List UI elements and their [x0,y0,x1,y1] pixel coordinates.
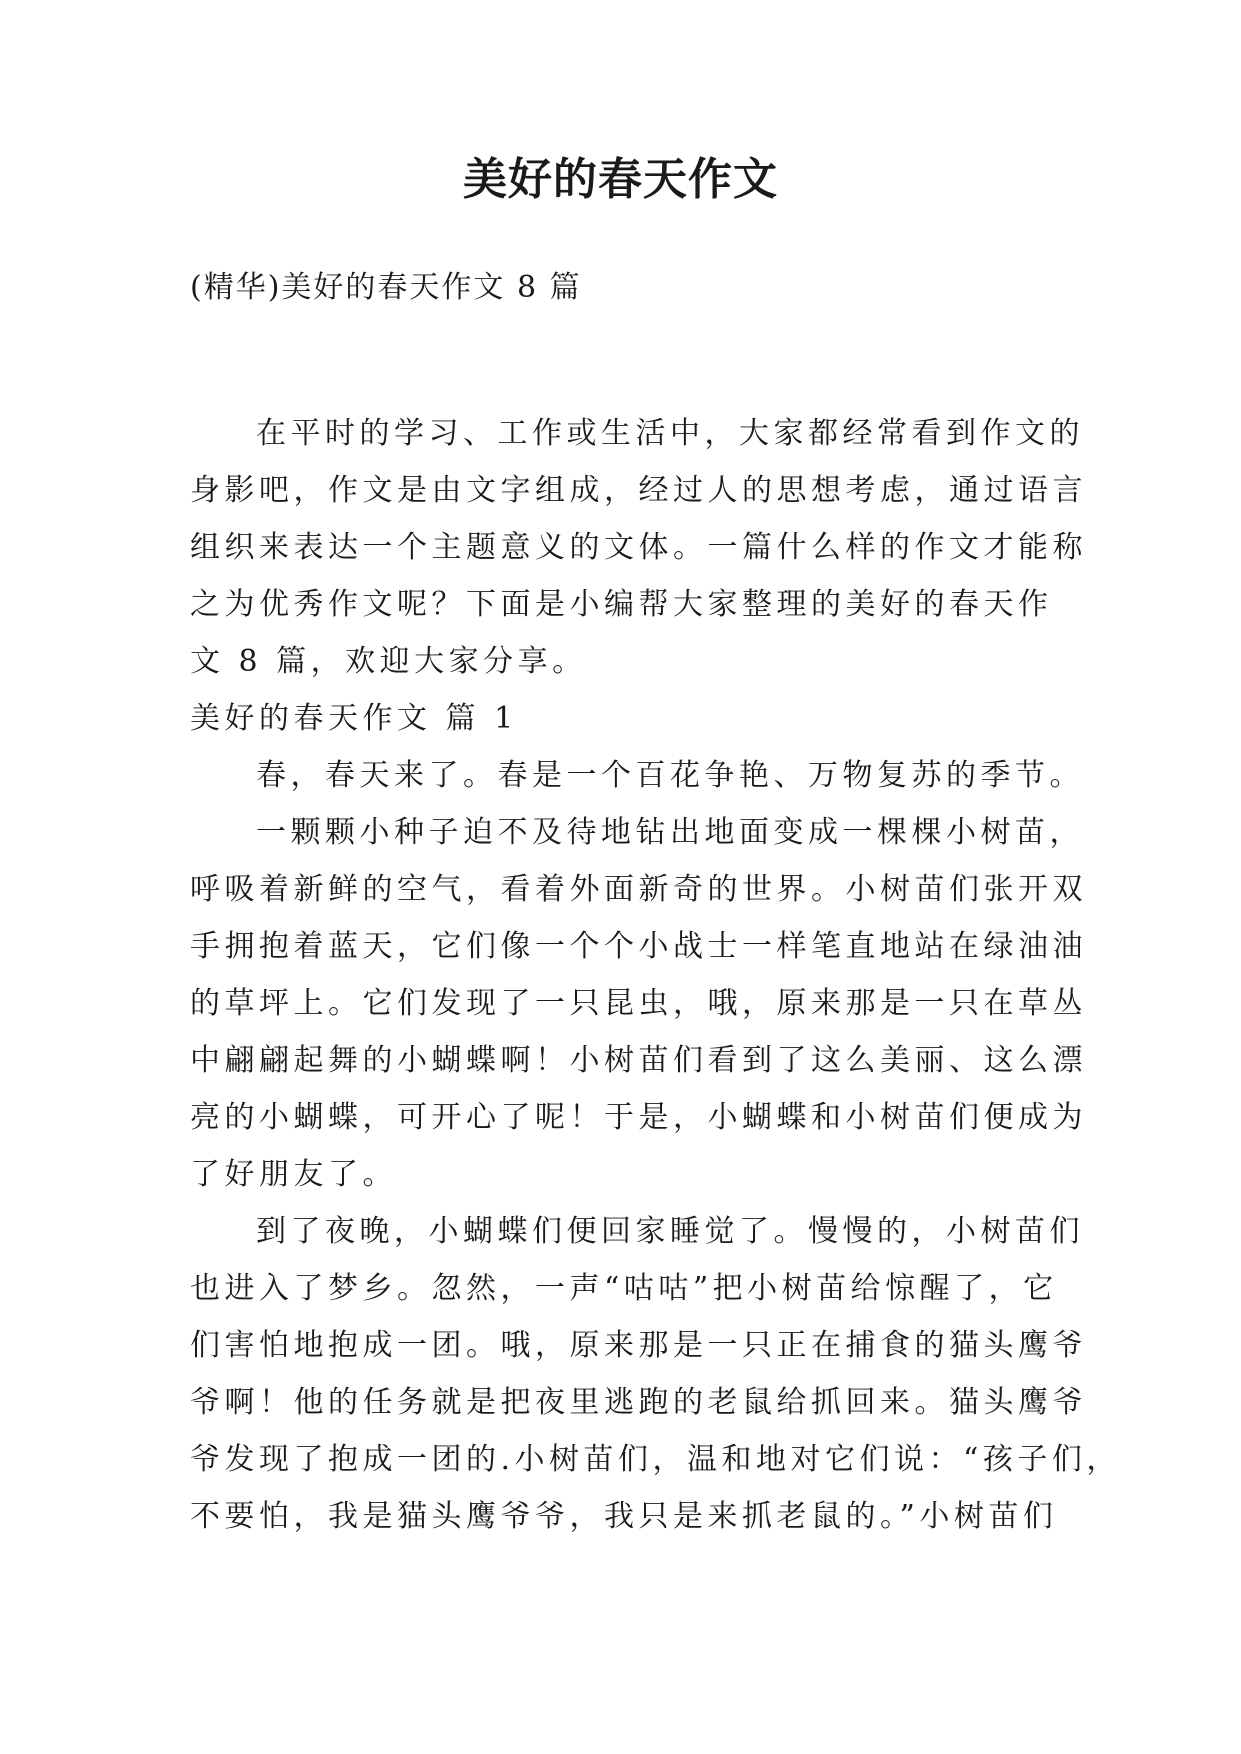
paragraph-line: 春，春天来了。春是一个百花争艳、万物复苏的季节。 [256,758,1084,793]
paragraph-line: 们害怕地抱成一团。哦，原来那是一只正在捕食的猫头鹰爷 [190,1328,1087,1363]
paragraph-line: 不要怕，我是猫头鹰爷爷，我只是来抓老鼠的。”小树苗们 [190,1499,1058,1534]
paragraph-line: 爷啊！他的任务就是把夜里逃跑的老鼠给抓回来。猫头鹰爷 [190,1385,1087,1420]
paragraph-line: 在平时的学习、工作或生活中，大家都经常看到作文的 [256,416,1084,451]
paragraph-line: 爷发现了抱成一团的.小树苗们，温和地对它们说：“孩子们， [190,1442,1121,1477]
paragraph-line: 亮的小蝴蝶，可开心了呢！于是，小蝴蝶和小树苗们便成为 [190,1100,1087,1135]
paragraph-line: 组织来表达一个主题意义的文体。一篇什么样的作文才能称 [190,530,1087,565]
paragraph-line: 文 8 篇，欢迎大家分享。 [190,644,587,679]
paragraph-line: 呼吸着新鲜的空气，看着外面新奇的世界。小树苗们张开双 [190,872,1087,907]
paragraph-line: 到了夜晚，小蝴蝶们便回家睡觉了。慢慢的，小树苗们 [256,1214,1084,1249]
document-subtitle: (精华)美好的春天作文 8 篇 [190,270,582,305]
paragraph-line: 也进入了梦乡。忽然，一声“咕咕”把小树苗给惊醒了，它 [190,1271,1058,1306]
document-body [190,405,1121,1545]
paragraph-line: 手拥抱着蓝天，它们像一个个小战士一样笔直地站在绿油油 [190,929,1087,964]
paragraph-line: 之为优秀作文呢？下面是小编帮大家整理的美好的春天作 [190,587,1053,622]
document-title: 美好的春天作文 [463,154,778,205]
paragraph-line: 一颗颗小种子迫不及待地钻出地面变成一棵棵小树苗， [256,815,1084,850]
paragraph-line: 的草坪上。它们发现了一只昆虫，哦，原来那是一只在草丛 [190,986,1087,1021]
paragraph-line: 中翩翩起舞的小蝴蝶啊！小树苗们看到了这么美丽、这么漂 [190,1043,1087,1078]
paragraph-line: 了好朋友了。 [190,1157,397,1192]
paragraph-line: 身影吧，作文是由文字组成，经过人的思想考虑，通过语言 [190,473,1087,508]
section-heading: 美好的春天作文 篇 1 [190,701,518,736]
